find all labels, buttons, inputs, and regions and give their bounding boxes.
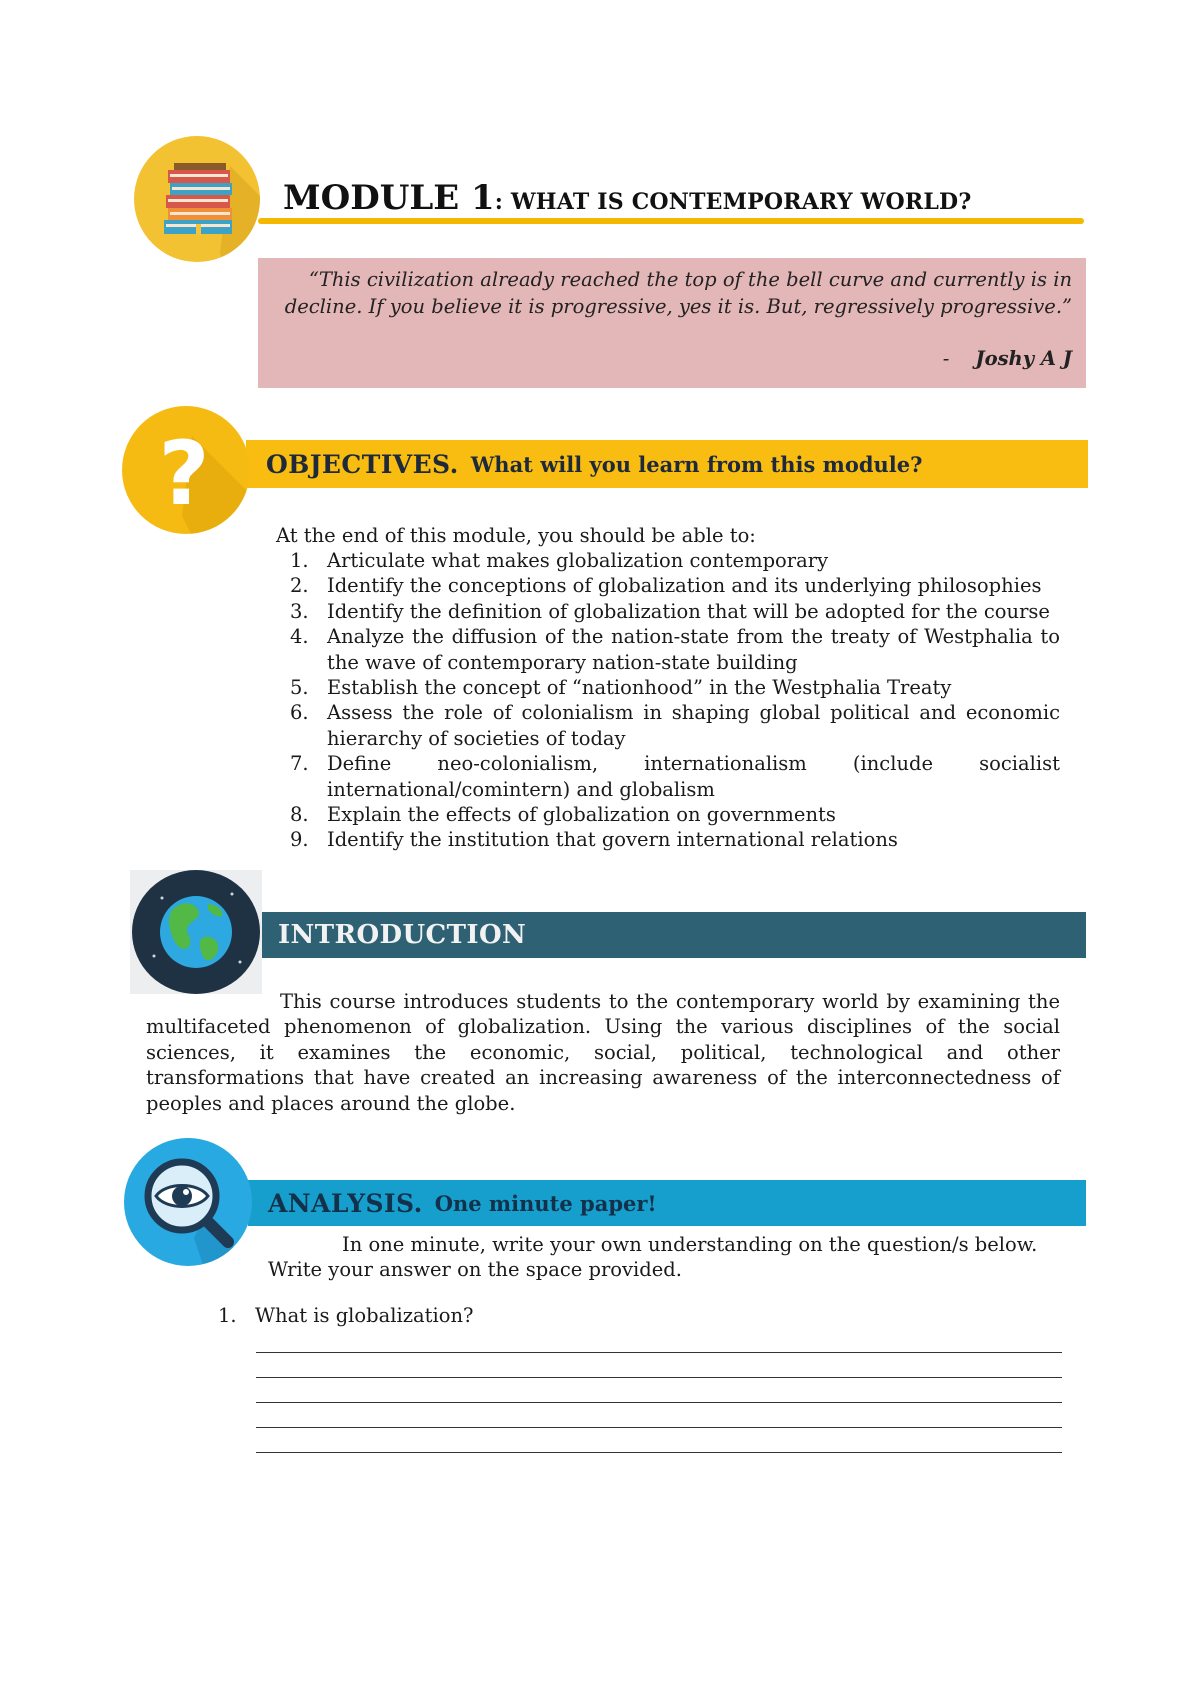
quote-dash: - bbox=[942, 347, 950, 370]
objective-item bbox=[280, 573, 1060, 598]
answer-line[interactable] bbox=[256, 1402, 1062, 1403]
introduction-header-bar bbox=[258, 912, 1086, 958]
objective-text: Assess the role of colonialism in shaping global political and economic hierarchy of societies of today bbox=[327, 701, 1060, 750]
objective-item bbox=[280, 675, 1060, 700]
objective-number: 2. bbox=[290, 574, 309, 598]
question-number: 1. bbox=[218, 1304, 237, 1327]
objective-number: 5. bbox=[290, 676, 309, 700]
objectives-list bbox=[280, 548, 1060, 853]
analysis-header-bar bbox=[248, 1180, 1086, 1226]
svg-text:?: ? bbox=[158, 422, 210, 525]
objectives-heading: OBJECTIVES. bbox=[266, 449, 459, 479]
analysis-instruction-line2: Write your answer on the space provided. bbox=[268, 1258, 682, 1281]
objective-text: Identify the definition of globalization that will be adopted for the course bbox=[327, 599, 1050, 623]
objective-number: 8. bbox=[290, 803, 309, 827]
objective-number: 1. bbox=[290, 549, 309, 572]
stacked-books-icon bbox=[134, 136, 260, 262]
objective-item bbox=[280, 827, 1060, 852]
objective-text: Establish the concept of “nationhood” in the Westphalia Treaty bbox=[327, 676, 952, 700]
objective-number: 7. bbox=[290, 752, 309, 776]
objectives-header-bar bbox=[246, 440, 1088, 488]
answer-line[interactable] bbox=[256, 1427, 1062, 1428]
introduction-heading: INTRODUCTION bbox=[278, 920, 527, 950]
objective-text: Explain the effects of globalization on governments bbox=[327, 803, 836, 827]
analysis-subheading: One minute paper! bbox=[434, 1190, 657, 1216]
objective-number: 4. bbox=[290, 625, 309, 649]
objective-item bbox=[280, 548, 1060, 573]
module-number: MODULE 1 bbox=[283, 178, 495, 218]
module-subtitle: : WHAT IS CONTEMPORARY WORLD? bbox=[494, 189, 972, 215]
introduction-text: This course introduces students to the contemporary world by examining the multifaceted phenomenon of globalization. Using the various disciplines of the social sciences, it examines the economic, social, political, technological and other transformations that have created an increasing awareness of the interconnectedness of peoples and places around the globe. bbox=[146, 990, 1060, 1115]
analysis-instruction-line1: In one minute, write your own understanding on the question/s below. bbox=[342, 1233, 1038, 1256]
quote-author: Joshy A J bbox=[975, 347, 1072, 370]
objective-number: 3. bbox=[290, 599, 309, 623]
objective-number: 6. bbox=[290, 701, 309, 725]
objective-item bbox=[280, 700, 1060, 751]
analysis-heading: ANALYSIS. bbox=[268, 1188, 423, 1218]
objective-text: Define neo-colonialism, internationalism (include socialist international/comintern) and globalism bbox=[327, 752, 1060, 801]
answer-line[interactable] bbox=[256, 1352, 1062, 1353]
answer-line[interactable] bbox=[256, 1377, 1062, 1378]
objective-text: Analyze the diffusion of the nation-state from the treaty of Westphalia to the wave of contemporary nation-state building bbox=[327, 625, 1060, 674]
module-title bbox=[283, 178, 1103, 218]
question-text: What is globalization? bbox=[255, 1304, 474, 1327]
objective-item bbox=[280, 624, 1060, 675]
title-underline bbox=[258, 218, 1084, 224]
objective-text: Identify the institution that govern international relations bbox=[327, 828, 898, 852]
objectives-lead: At the end of this module, you should be able to: bbox=[276, 524, 756, 547]
objective-item bbox=[280, 751, 1060, 802]
objective-text: Identify the conceptions of globalization and its underlying philosophies bbox=[327, 574, 1042, 598]
globe-icon bbox=[132, 870, 260, 994]
question-mark-icon bbox=[122, 406, 250, 534]
answer-line[interactable] bbox=[256, 1452, 1062, 1453]
quote-text: “This civilization already reached the top of the bell curve and currently is in decline. If you believe it is progressive, yes it is. But, regressively progressive.” bbox=[284, 268, 1072, 318]
quote-attribution bbox=[943, 347, 1072, 370]
magnifier-eye-icon bbox=[124, 1138, 252, 1266]
quote-box bbox=[258, 258, 1086, 388]
objective-item bbox=[280, 802, 1060, 827]
objective-text: Articulate what makes globalization contemporary bbox=[327, 549, 829, 572]
objective-number: 9. bbox=[290, 828, 309, 852]
objective-item bbox=[280, 599, 1060, 624]
objectives-subheading: What will you learn from this module? bbox=[470, 451, 923, 477]
